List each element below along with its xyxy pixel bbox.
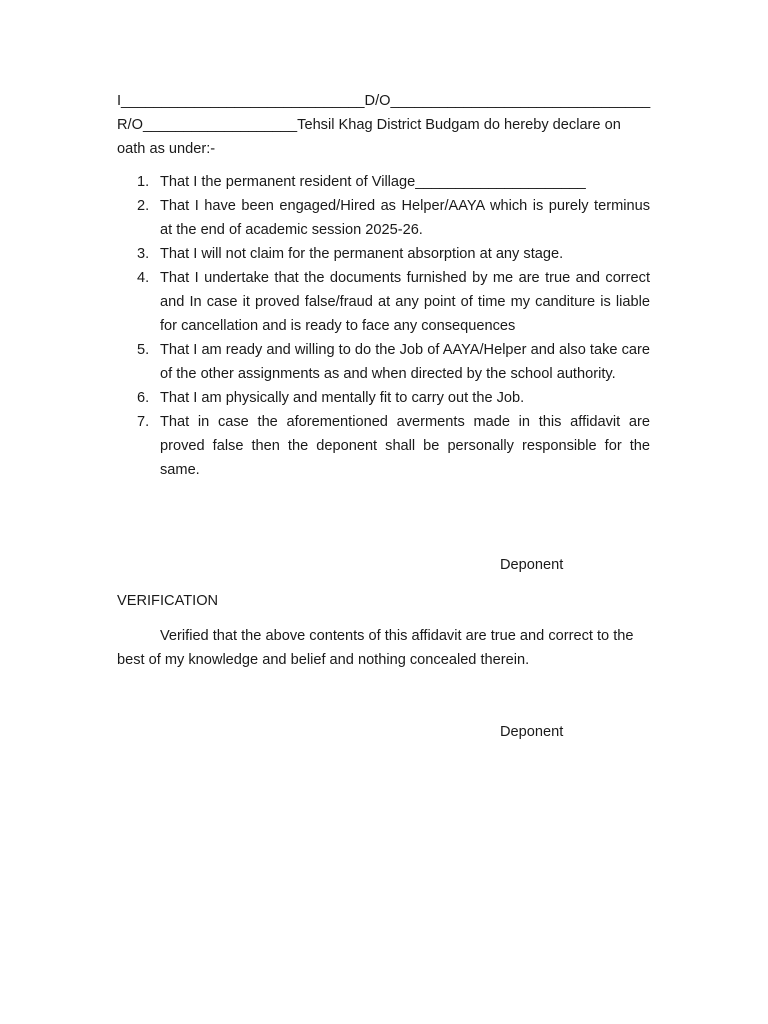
item-number: 5.	[137, 342, 150, 358]
item-number: 4.	[137, 270, 150, 286]
item-number: 6.	[137, 390, 150, 406]
item-text: That I have been engaged/Hired as Helper/AAYA which is purely terminus at the end of academic session 2025-26.	[160, 198, 650, 238]
header-line-oath: oath as under:-	[117, 141, 216, 157]
deponent-signature-label: Deponent	[500, 557, 564, 573]
item-text: That I am physically and mentally fit to carry out the Job.	[160, 390, 525, 406]
list-item	[117, 386, 650, 410]
list-item	[117, 194, 650, 242]
header-line-residence: R/O___________________Tehsil Khag District Budgam do hereby declare on	[117, 117, 621, 133]
item-text: That I will not claim for the permanent absorption at any stage.	[160, 246, 564, 262]
list-item	[117, 338, 650, 386]
header-line-name: I______________________________D/O________________________________	[117, 93, 651, 109]
item-text: That I the permanent resident of Village_____________________	[160, 174, 586, 190]
item-number: 3.	[137, 246, 150, 262]
verification-heading: VERIFICATION	[117, 593, 219, 609]
list-item	[117, 242, 650, 266]
item-text: That I undertake that the documents furnished by me are true and correct and In case it proved false/fraud at any point of time my canditure is liable for cancellation and is ready to face any consequences	[160, 270, 650, 334]
item-number: 7.	[137, 414, 150, 430]
list-item	[117, 410, 650, 482]
item-text: That I am ready and willing to do the Job of AAYA/Helper and also take care of the other assignments as and when directed by the school authority.	[160, 342, 650, 382]
list-item	[117, 266, 650, 338]
declaration-header	[117, 89, 657, 161]
item-number: 2.	[137, 198, 150, 214]
item-text: That in case the aforementioned averments made in this affidavit are proved false then the deponent shall be personally responsible for the same.	[160, 414, 650, 478]
verification-text: Verified that the above contents of this affidavit are true and correct to the best of my knowledge and belief and nothing concealed therein.	[117, 628, 634, 668]
affidavit-statements-list	[117, 170, 650, 482]
item-number: 1.	[137, 174, 150, 190]
list-item	[117, 170, 650, 194]
deponent-verification-label: Deponent	[500, 724, 564, 740]
